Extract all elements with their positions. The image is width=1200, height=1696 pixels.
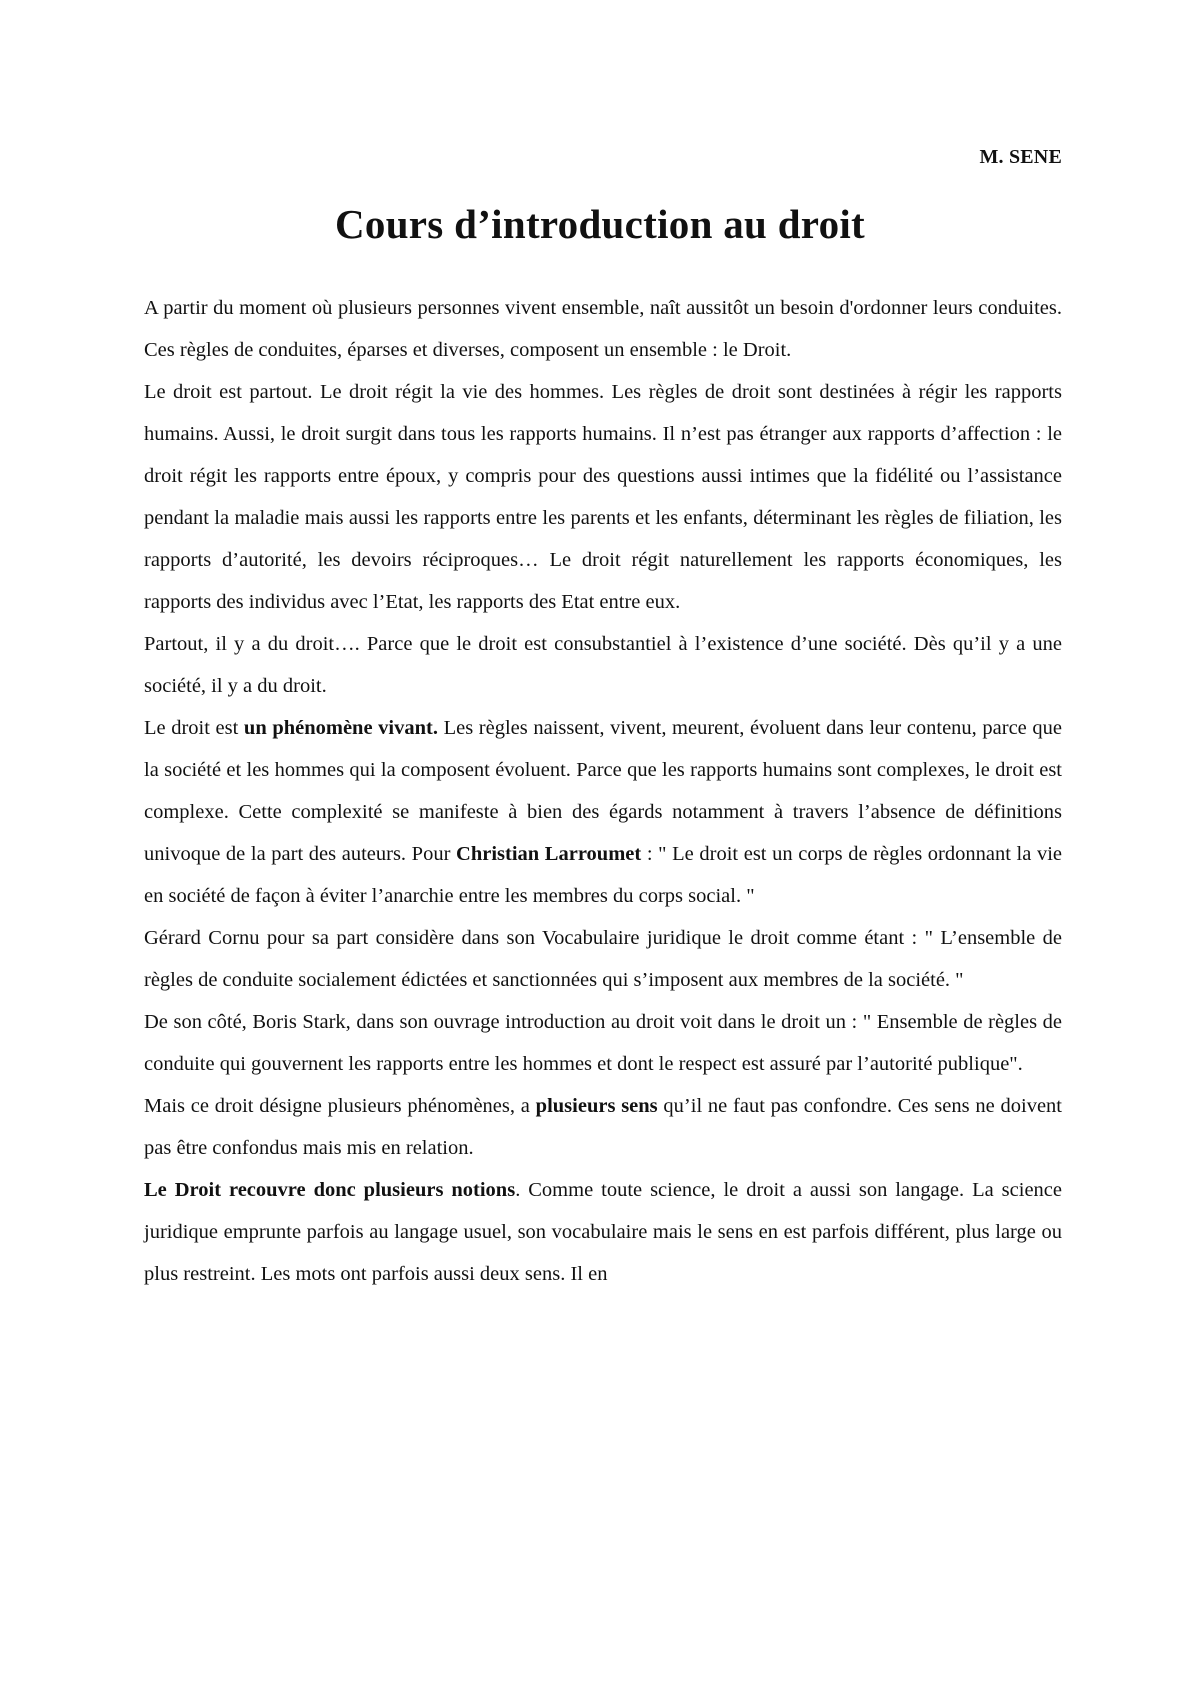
emphasis-plusieurs-sens: plusieurs sens — [535, 1095, 658, 1117]
emphasis-plusieurs-notions: Le Droit recouvre donc plusieurs notions — [144, 1179, 516, 1201]
page-title: Cours d’introduction au droit — [334, 201, 866, 247]
paragraph-8 — [144, 1169, 1062, 1295]
paragraph-7 — [144, 1085, 1062, 1169]
paragraph-2: Le droit est partout. Le droit régit la vie des hommes. Les règles de droit sont destinées à régir les rapports humains. Aussi, le droit surgit dans tous les rapports humains. Il n’est pas étranger aux rapports d’affection : le droit régit les rapports entre époux, y compris pour des questions aussi intimes que la fidélité ou l’assistance pendant la maladie mais aussi les rapports entre les parents et les enfants, déterminant les règles de filiation, les rapports d’autorité, les devoirs réciproques… Le droit régit naturellement les rapports économiques, les rapports des individus avec l’Etat, les rapports des Etat entre eux. — [144, 381, 1062, 613]
paragraph-4 — [144, 707, 1062, 917]
paragraph-1: A partir du moment où plusieurs personnes vivent ensemble, naît aussitôt un besoin d'ordonner leurs conduites. Ces règles de conduites, éparses et diverses, composent un ensemble : le Droit. — [144, 297, 1062, 361]
paragraph-3: Partout, il y a du droit…. Parce que le droit est consubstantiel à l’existence d’une société. Dès qu’il y a une société, il y a du droit. — [144, 633, 1062, 697]
paragraph-4-text-a: Le droit est — [144, 717, 244, 739]
paragraph-7-text-b: qu’il ne faut pas confondre. Ces sens ne doivent pas être confondus mais mis en relation. — [144, 1095, 1062, 1159]
paragraph-5: Gérard Cornu pour sa part considère dans son Vocabulaire juridique le droit comme étant : " L’ensemble de règles de conduite socialement édictées et sanctionnées qui s’imposent aux membres de la société. " — [144, 927, 1062, 991]
paragraph-8-text: . Comme toute science, le droit a aussi son langage. La science juridique emprunte parfois au langage usuel, son vocabulaire mais le sens en est parfois différent, plus large ou plus restreint. Les mots ont parfois aussi deux sens. Il en — [144, 1179, 1062, 1285]
author-name: M. SENE — [979, 146, 1062, 168]
paragraph-7-text-a: Mais ce droit désigne plusieurs phénomènes, a — [144, 1095, 536, 1117]
emphasis-phenomene-vivant: un phénomène vivant. — [243, 717, 438, 739]
document-body — [144, 287, 1062, 1295]
paragraph-4-text-c: : " Le droit est un corps de règles ordonnant la vie en société de façon à éviter l’anarchie entre les membres du corps social. " — [144, 843, 1062, 907]
emphasis-christian-larroumet: Christian Larroumet — [456, 843, 642, 865]
paragraph-6: De son côté, Boris Stark, dans son ouvrage introduction au droit voit dans le droit un : " Ensemble de règles de conduite qui gouvernent les rapports entre les hommes et dont le respect est assuré par l’autorité publique". — [144, 1011, 1062, 1075]
paragraph-4-text-b: Les règles naissent, vivent, meurent, évoluent dans leur contenu, parce que la société et les hommes qui la composent évoluent. Parce que les rapports humains sont complexes, le droit est complexe. Cette complexité se manifeste à bien des égards notamment à travers l’absence de définitions univoque de la part des auteurs. Pour — [144, 717, 1062, 865]
